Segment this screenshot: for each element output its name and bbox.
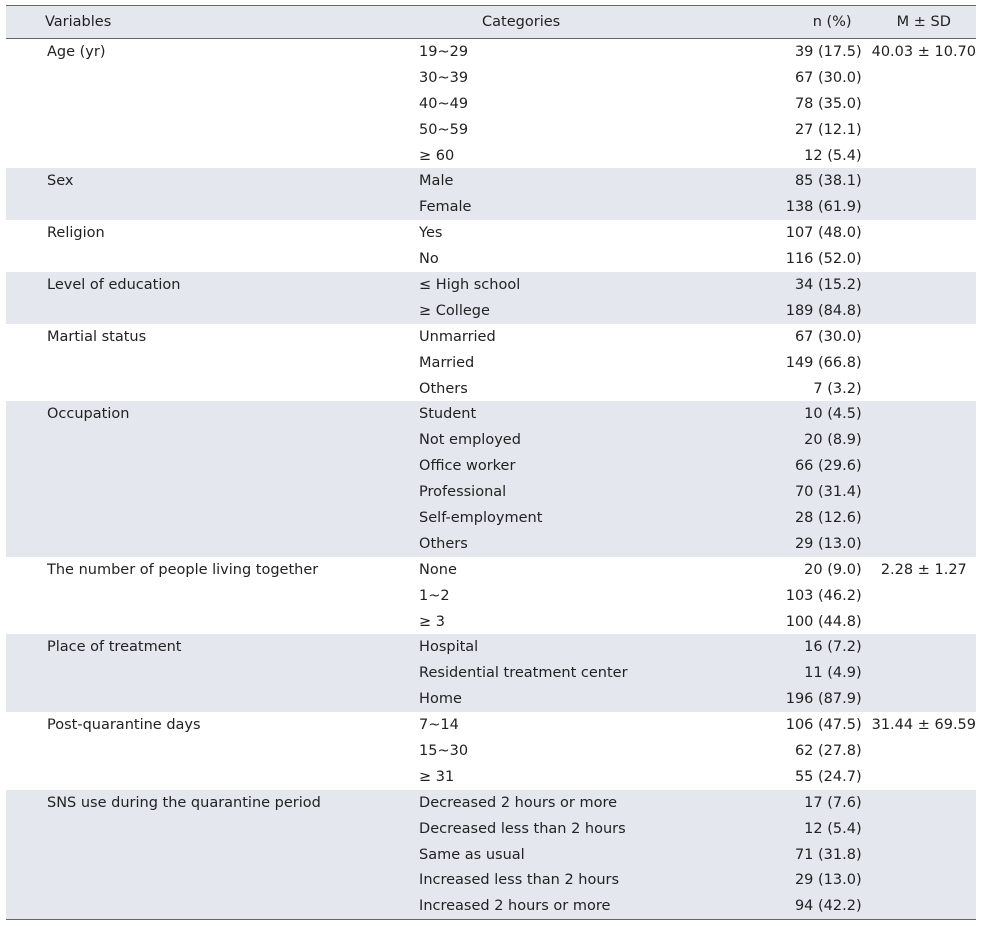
- mean-sd-cell: [872, 298, 976, 324]
- mean-sd-cell: [872, 531, 976, 557]
- variable-cell: [6, 660, 377, 686]
- table-row: [6, 324, 976, 350]
- n-percent-cell: 17 (7.6): [717, 790, 872, 816]
- variable-cell: [6, 893, 377, 919]
- n-percent-cell: 20 (9.0): [804, 561, 862, 578]
- variable-cell: [6, 583, 377, 609]
- n-percent-cell: 196 (87.9): [717, 686, 872, 712]
- category-cell: ≥ College: [377, 298, 716, 324]
- mean-sd-cell: [872, 816, 976, 842]
- table-row: [6, 505, 976, 531]
- category-cell: ≤ High school: [377, 272, 716, 298]
- category-cell: ≥ 3: [419, 613, 446, 630]
- n-percent-cell: 103 (46.2): [785, 587, 862, 604]
- mean-sd-cell: [872, 168, 976, 194]
- mean-sd-cell: [872, 583, 976, 609]
- table-row: [6, 764, 976, 790]
- variable-cell: Post-quarantine days: [47, 717, 201, 734]
- table-row: [6, 893, 976, 919]
- variable-cell: [6, 350, 377, 376]
- n-percent-cell: 55 (24.7): [794, 768, 862, 785]
- table-row: [6, 842, 976, 868]
- mean-sd-cell: 2.28 ± 1.27: [880, 561, 967, 578]
- variable-cell: Place of treatment: [6, 634, 377, 660]
- n-percent-cell: 12 (5.4): [717, 816, 872, 842]
- mean-sd-cell: [872, 479, 976, 505]
- n-percent-cell: 34 (15.2): [717, 272, 872, 298]
- mean-sd-cell: [872, 427, 976, 453]
- category-cell: Increased 2 hours or more: [377, 893, 716, 919]
- variable-cell: [6, 376, 377, 402]
- mean-sd-cell: [872, 868, 976, 894]
- variable-cell: [6, 764, 377, 790]
- n-percent-cell: 39 (17.5): [794, 43, 862, 60]
- category-cell: Professional: [377, 479, 716, 505]
- category-cell: 30~39: [419, 69, 469, 86]
- variable-cell: Martial status: [47, 328, 147, 345]
- n-percent-cell: 85 (38.1): [717, 168, 872, 194]
- n-percent-cell: 12 (5.4): [804, 147, 862, 164]
- header-n-percent: n (%): [717, 6, 872, 39]
- mean-sd-cell: [872, 893, 976, 919]
- table-row: [6, 816, 976, 842]
- variable-cell: [6, 453, 377, 479]
- mean-sd-cell: [872, 220, 976, 246]
- category-cell: Self-employment: [377, 505, 716, 531]
- mean-sd-cell: [872, 143, 976, 169]
- category-cell: Student: [377, 401, 716, 427]
- variable-cell: [6, 868, 377, 894]
- table-row: [6, 246, 976, 272]
- variable-cell: Sex: [6, 168, 377, 194]
- header-variables: Variables: [6, 6, 377, 39]
- table-row: [6, 427, 976, 453]
- table-row: [6, 609, 976, 635]
- category-cell: 50~59: [419, 121, 469, 138]
- variable-cell: SNS use during the quarantine period: [6, 790, 377, 816]
- table-row: [6, 272, 976, 298]
- n-percent-cell: 116 (52.0): [785, 251, 862, 268]
- table-row: [6, 350, 976, 376]
- variable-cell: [6, 479, 377, 505]
- mean-sd-cell: 40.03 ± 10.70: [871, 43, 976, 60]
- mean-sd-cell: [872, 246, 976, 272]
- variable-cell: [6, 194, 377, 220]
- category-cell: Home: [377, 686, 716, 712]
- table-row: [6, 790, 976, 816]
- n-percent-cell: 189 (84.8): [717, 298, 872, 324]
- n-percent-cell: 67 (30.0): [794, 69, 862, 86]
- mean-sd-cell: [872, 686, 976, 712]
- header-categories: Categories: [377, 6, 716, 39]
- mean-sd-cell: [872, 634, 976, 660]
- variable-cell: [6, 91, 377, 117]
- variable-cell: [6, 531, 377, 557]
- table-row: [6, 686, 976, 712]
- variable-cell: [6, 246, 377, 272]
- table-row: [6, 660, 976, 686]
- n-percent-cell: 106 (47.5): [785, 717, 862, 734]
- category-cell: Not employed: [377, 427, 716, 453]
- variable-cell: [6, 427, 377, 453]
- variable-cell: [6, 816, 377, 842]
- n-percent-cell: 62 (27.8): [794, 742, 862, 759]
- mean-sd-cell: [872, 609, 976, 635]
- category-cell: ≥ 60: [419, 147, 455, 164]
- category-cell: Same as usual: [377, 842, 716, 868]
- variable-cell: [6, 505, 377, 531]
- mean-sd-cell: [872, 65, 976, 91]
- n-percent-cell: 11 (4.9): [717, 660, 872, 686]
- category-cell: Yes: [419, 225, 443, 242]
- variable-cell: [6, 609, 377, 635]
- category-cell: Residential treatment center: [377, 660, 716, 686]
- n-percent-cell: 7 (3.2): [813, 380, 862, 397]
- variable-cell: [6, 117, 377, 143]
- mean-sd-cell: [872, 505, 976, 531]
- mean-sd-cell: [872, 660, 976, 686]
- table-header-row: [6, 6, 976, 39]
- category-cell: 7~14: [419, 717, 459, 734]
- table-row: [6, 65, 976, 91]
- category-cell: 40~49: [419, 95, 469, 112]
- table-row: [6, 453, 976, 479]
- category-cell: None: [419, 561, 457, 578]
- table-row: [6, 401, 976, 427]
- table-row: [6, 143, 976, 169]
- n-percent-cell: 20 (8.9): [717, 427, 872, 453]
- n-percent-cell: 66 (29.6): [717, 453, 872, 479]
- table-row: [6, 298, 976, 324]
- n-percent-cell: 29 (13.0): [717, 868, 872, 894]
- variable-cell: Religion: [47, 225, 105, 242]
- n-percent-cell: 94 (42.2): [717, 893, 872, 919]
- variable-cell: [6, 65, 377, 91]
- variable-cell: [6, 842, 377, 868]
- table-row: [6, 738, 976, 764]
- category-cell: Female: [377, 194, 716, 220]
- table-row: [6, 712, 976, 738]
- table-row: [6, 220, 976, 246]
- category-cell: Male: [377, 168, 716, 194]
- variable-cell: The number of people living together: [47, 561, 319, 578]
- mean-sd-cell: [872, 350, 976, 376]
- n-percent-cell: 27 (12.1): [794, 121, 862, 138]
- n-percent-cell: 70 (31.4): [717, 479, 872, 505]
- n-percent-cell: 29 (13.0): [717, 531, 872, 557]
- category-cell: Decreased 2 hours or more: [377, 790, 716, 816]
- category-cell: Others: [419, 380, 468, 397]
- category-cell: Others: [377, 531, 716, 557]
- variable-cell: [6, 143, 377, 169]
- table-row: [6, 91, 976, 117]
- mean-sd-cell: [872, 194, 976, 220]
- table-row: [6, 117, 976, 143]
- variable-cell: Level of education: [6, 272, 377, 298]
- category-cell: 15~30: [419, 742, 469, 759]
- variable-cell: [6, 686, 377, 712]
- category-cell: Decreased less than 2 hours: [377, 816, 716, 842]
- mean-sd-cell: [872, 453, 976, 479]
- category-cell: Increased less than 2 hours: [377, 868, 716, 894]
- mean-sd-cell: [872, 790, 976, 816]
- category-cell: 19~29: [419, 43, 469, 60]
- table-row: [6, 868, 976, 894]
- header-mean-sd: M ± SD: [872, 6, 976, 39]
- table-row: [6, 194, 976, 220]
- demographics-table: [6, 5, 976, 920]
- n-percent-cell: 67 (30.0): [794, 328, 862, 345]
- variable-cell: Occupation: [6, 401, 377, 427]
- n-percent-cell: 28 (12.6): [717, 505, 872, 531]
- n-percent-cell: 100 (44.8): [785, 613, 862, 630]
- variable-cell: [6, 738, 377, 764]
- n-percent-cell: 78 (35.0): [794, 95, 862, 112]
- mean-sd-cell: [872, 376, 976, 402]
- table-row: [6, 39, 976, 65]
- variable-cell: Age (yr): [47, 43, 106, 60]
- table-row: [6, 583, 976, 609]
- mean-sd-cell: [872, 91, 976, 117]
- variable-cell: [6, 298, 377, 324]
- n-percent-cell: 107 (48.0): [785, 225, 862, 242]
- mean-sd-cell: [872, 272, 976, 298]
- mean-sd-cell: [872, 117, 976, 143]
- category-cell: Hospital: [377, 634, 716, 660]
- mean-sd-cell: [872, 842, 976, 868]
- n-percent-cell: 138 (61.9): [717, 194, 872, 220]
- n-percent-cell: 71 (31.8): [717, 842, 872, 868]
- table-row: [6, 634, 976, 660]
- mean-sd-cell: [872, 324, 976, 350]
- category-cell: No: [419, 251, 439, 268]
- table-row: [6, 168, 976, 194]
- n-percent-cell: 16 (7.2): [717, 634, 872, 660]
- table-body: [6, 39, 976, 920]
- mean-sd-cell: [872, 764, 976, 790]
- category-cell: Unmarried: [419, 328, 496, 345]
- category-cell: ≥ 31: [419, 768, 455, 785]
- table-row: [6, 531, 976, 557]
- category-cell: 1~2: [419, 587, 450, 604]
- category-cell: Married: [419, 354, 475, 371]
- table-row: [6, 376, 976, 402]
- table-row: [6, 557, 976, 583]
- n-percent-cell: 149 (66.8): [785, 354, 862, 371]
- n-percent-cell: 10 (4.5): [717, 401, 872, 427]
- mean-sd-cell: [872, 401, 976, 427]
- table-row: [6, 479, 976, 505]
- mean-sd-cell: [872, 738, 976, 764]
- mean-sd-cell: 31.44 ± 69.59: [871, 717, 976, 734]
- category-cell: Office worker: [377, 453, 716, 479]
